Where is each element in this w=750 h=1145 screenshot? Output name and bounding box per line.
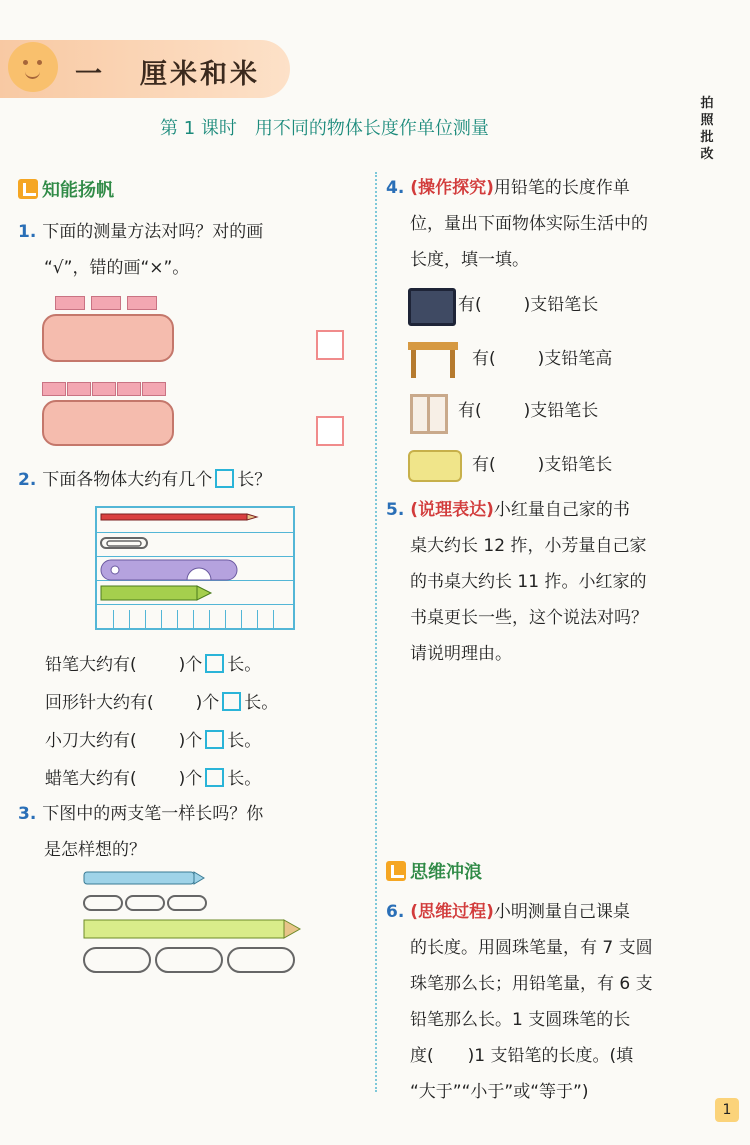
pen-body-shape: [84, 872, 194, 884]
question-5: 5. (说理表达)小红量自己家的书 桌大约长 12 拃，小芳量自己家 的书桌大约长 11 拃。小红家的 书桌更长一些，这个说法对吗？ 请说明理由。: [386, 500, 648, 664]
pencil-body-shape: [84, 920, 284, 938]
unit-square-icon: [222, 692, 241, 711]
q2-line-pencil: 铅笔大约有( )个 长。: [45, 655, 262, 675]
answer-box-1a[interactable]: [316, 330, 344, 360]
eraser-block: [142, 382, 166, 396]
question-6: 6. (思维过程)小明测量自己课桌 的长度。用圆珠笔量，有 7 支圆 珠笔那么长；用铅笔量，有 6 支 铅笔那么长。1 支圆珠笔的长 度( )1 支铅笔的长度。(填 “大于”“小于”或“等于”): [386, 902, 653, 1102]
q2-line-paperclip: 回形针大约有( )个 长。: [45, 693, 279, 713]
q2-line-knife: 小刀大约有( )个 长。: [45, 731, 262, 751]
sail-icon: [18, 179, 38, 199]
bed-icon: [408, 450, 462, 482]
chapter-number: 一: [75, 59, 102, 90]
eraser-block: [117, 382, 141, 396]
question-1: 1. 下面的测量方法对吗？对的画 “√”，错的画“×”。: [18, 222, 264, 278]
unit-square-icon: [205, 654, 224, 673]
section-heading-2: 思维冲浪: [386, 858, 482, 884]
eraser-block: [67, 382, 91, 396]
q4-item-table: 有( )支铅笔高: [472, 349, 613, 369]
lesson-number: 第 1 课时: [160, 118, 237, 139]
answer-box-1b[interactable]: [316, 416, 344, 446]
lesson-title: 用不同的物体长度作单位测量: [254, 118, 489, 139]
pencil-tip-shape: [284, 920, 300, 938]
q2-answers: [45, 646, 278, 798]
big-clip-shape: [156, 948, 222, 972]
small-clip-shape: [84, 896, 122, 910]
q2-line-crayon: 蜡笔大约有( )个 长。: [45, 769, 262, 789]
wave-icon: [386, 861, 406, 881]
eraser-block: [42, 382, 66, 396]
unit-square-icon: [205, 768, 224, 787]
crayon-shape: [101, 586, 197, 600]
q4-item-window: 有( )支铅笔长: [458, 401, 599, 421]
crayon-tip-shape: [197, 586, 211, 600]
paperclip-inner-shape: [107, 541, 141, 546]
eraser-block: [92, 382, 116, 396]
big-clip-shape: [228, 948, 294, 972]
pens-illustration: [78, 868, 308, 980]
eraser-block: [55, 296, 85, 310]
objects-illustration: [95, 506, 295, 606]
chapter-title: 厘米和米: [140, 59, 260, 90]
question-3: 3. 下图中的两支笔一样长吗？你 是怎样想的？: [18, 804, 264, 860]
eraser-block: [91, 296, 121, 310]
lesson-heading: [160, 114, 507, 140]
knife-hole-shape: [111, 566, 119, 574]
small-clip-shape: [168, 896, 206, 910]
pencil-tip-shape: [247, 514, 257, 520]
page-number: 1: [715, 1098, 739, 1122]
sun-mascot-icon: [8, 42, 58, 92]
pen-tip-shape: [194, 872, 204, 884]
unit-square-icon: [205, 730, 224, 749]
knife-shape: [101, 560, 237, 580]
q4-item-bed: 有( )支铅笔长: [472, 455, 613, 475]
pencil-shape: [101, 514, 247, 520]
eraser-block: [127, 296, 157, 310]
measured-object-a: [42, 314, 174, 362]
big-clip-shape: [84, 948, 150, 972]
section-heading-1: 知能扬帆: [18, 176, 114, 202]
column-divider: [375, 172, 377, 1092]
measured-object-b: [42, 400, 174, 446]
q4-item-tv: 有( )支铅笔长: [458, 295, 599, 315]
question-2: 2. 下面各物体大约有几个 长？: [18, 470, 272, 490]
window-icon: [410, 394, 448, 434]
unit-square-icon: [215, 469, 234, 488]
tv-icon: [408, 288, 456, 326]
question-4: 4. (操作探究)用铅笔的长度作单 位，量出下面物体实际生活中的 长度，填一填。: [386, 178, 648, 270]
table-icon: [408, 342, 458, 378]
small-clip-shape: [126, 896, 164, 910]
photo-correct-label[interactable]: 拍照批改: [700, 96, 714, 162]
